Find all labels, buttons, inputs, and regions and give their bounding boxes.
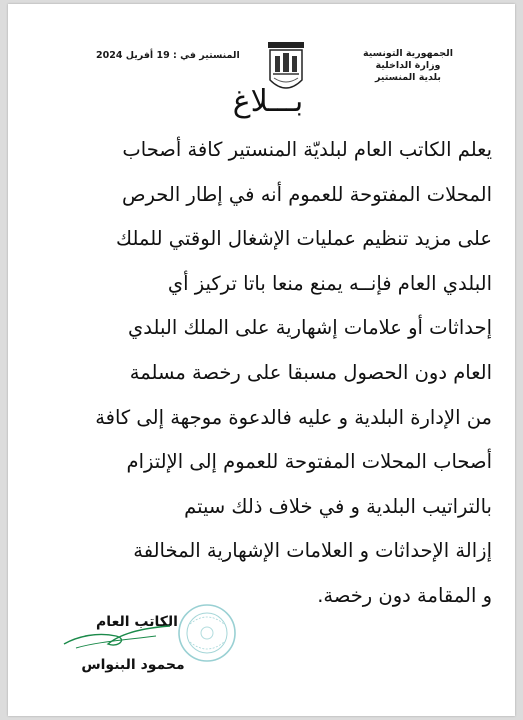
document-page [8, 4, 515, 716]
header-line-republic: الجمهورية التونسية [363, 48, 453, 59]
body-line: على مزيد تنظيم عمليات الإشغال الوقتي للملك [116, 227, 492, 251]
signatory-title: الكاتب العام [96, 614, 178, 630]
header-line-ministry: وزارة الداخلية [375, 60, 441, 71]
body-line: البلدي العام فإنــه يمنع منعا باتا تركيز أي [167, 271, 492, 295]
body-line: العام دون الحصول مسبقا على رخصة مسلمة [129, 360, 492, 384]
handwritten-signature [58, 614, 178, 654]
signatory-name: محمود البنواس [81, 657, 185, 673]
body-line: من الإدارة البلدية و عليه فالدعوة موجهة إلى كافة [95, 405, 492, 429]
body-line: أصحاب المحلات المفتوحة للعموم إلى الإلتزام [126, 450, 492, 474]
body-line: إحداثات أو علامات إشهارية على الملك البلدي [128, 316, 492, 340]
body-line: المحلات المفتوحة للعموم أنه في إطار الحرص [121, 182, 492, 206]
document-title: بـــلاغ [232, 84, 304, 119]
body-line: إزالة الإحداثات و العلامات الإشهارية المخالفة [133, 539, 492, 563]
body-line: يعلم الكاتب العام لبلديّة المنستير كافة أصحاب [122, 138, 492, 161]
body-line: بالتراتيب البلدية و في خلاف ذلك سيتم [184, 494, 492, 518]
date-line: المنستير في : 19 أفريل 2024 [96, 50, 240, 61]
header-line-municipality: بلدية المنستير [375, 72, 441, 83]
announcement-body [34, 128, 492, 619]
issuer-header [333, 48, 483, 84]
body-line: و المقامة دون رخصة. [317, 583, 492, 607]
official-stamp [176, 602, 238, 664]
